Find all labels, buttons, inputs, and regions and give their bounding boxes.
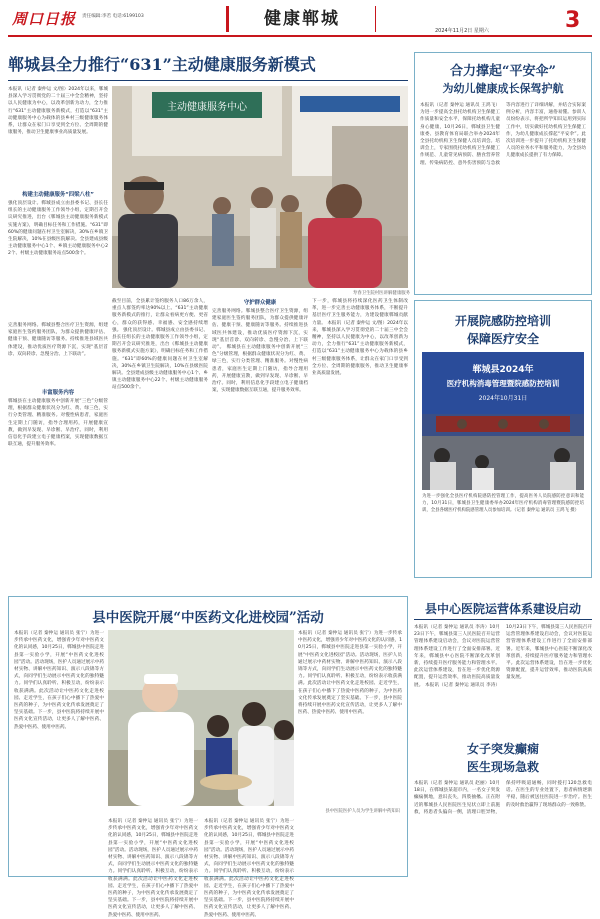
right2-banner-line-2: 医疗机构消毒管理暨院感防控培训 — [446, 379, 560, 388]
main-para-1: 本报讯（记者 秦仲运 文/图）2024年以来，郸城县深入学习贯彻党的二十届三中全会精神，坚持以人民健康为中心，以改革创新为动力，全力推行“631”主动健康服务新模式，打造以“631”主动健康服务中心为载体的县乡村三级健康服务体系，让群众在家门口享受到全方位、全周期的健康服务，推动卫生健康事业高质量发展。 — [8, 87, 108, 136]
main-para-6: 完善服务网络。郸城县整合医疗卫生资源，组建家庭医生签约服务团队，为群众提供健康评估、健康干预、健康随访等服务。持续推进县域医共体建设，推动优质医疗资源下沉，实现“基层首诊、双向转诊、急慢分治、上下联动”。 郸城县在主动健康服务中创新开展“三色”分级管理，根据群众健康状况分为红、黄、绿三色，实行分类管理、精准服务。对慢性病患者，家庭医生定期上门随访，指导合理用药，开展健康宣教，做到早发现、早诊断、早治疗。同时，利用信息化手段建立电子健康档案，实现健康数据互联互通，提升服务效率。 — [212, 309, 309, 394]
main-para-3: 完善服务网络。郸城县整合医疗卫生资源，组建家庭医生签约服务团队，为群众提供健康评估、健康干预、健康随访等服务。持续推进县域医共体建设，推动优质医疗资源下沉，实现“基层首诊、双向转诊、急慢分治、上下联动”。 — [8, 323, 108, 357]
left2-body-1: 本报讯（记者 秦仲运 通讯员 张宁）为进一步传承中医药文化，增强青少年对中医药文化的认同感，10月25日，郸城县中医院走进县第一实验小学，开展“中医药文化进校园”活动。活动现场，医护人员通过展示中药材实物、讲解中医药知识、演示八段锦等方式，向同学们生动展示中医药文化的独特魅力。同学们认真聆听、积极互动，纷纷表示收获满满。此次活动让中医药文化走进校园、走近学生，在孩子们心中播下了热爱中医药的种子，为中医药文化传承发展奠定了坚实基础。下一步，县中医院将持续开展中医药文化宣传活动，让更多人了解中医药、热爱中医药、使用中医药。 — [14, 631, 104, 730]
main-para-2: 强化顶层设计。郸城县成立由县委书记、县长任组长的主动健康服务工作领导小组，定期召开会议研究推进，出台《郸城县主动健康服务新模式实施方案》，明确目标任务和工作措施。“631”即60%的健康问题在村卫生室解决，30%在乡镇卫生院解决，10%在县级医院解决。全县建成县级主动健康服务中心1个、乡镇主动健康服务中心22个、村级主动健康服务站点500余个。 — [8, 201, 108, 257]
main-photo-sign: 主动健康服务中心 — [167, 102, 247, 113]
left2-photo — [108, 630, 294, 806]
main-subhead-3: 守护群众健康 — [243, 300, 277, 306]
main-photo-illustration — [112, 86, 408, 288]
main-para-4: 郸城县在主动健康服务中创新开展“三色”分级管理，根据群众健康状况分为红、黄、绿三色，实行分类管理、精准服务。对慢性病患者，家庭医生定期上门随访，指导合理用药，开展健康宣教，做到早发现、早诊断、早治疗。同时，利用信息化手段建立电子健康档案，实现健康数据互联互通，提升服务效率。 — [8, 399, 108, 448]
section-title-box — [226, 6, 376, 32]
main-title: 郸城县全力推行“631”主动健康服务新模式 — [8, 55, 316, 74]
right4-title-1: 女子突发癫痫 — [466, 742, 539, 756]
right2-banner-date: 2024年10月31日 — [478, 395, 528, 402]
main-photo — [112, 86, 408, 288]
editor-line: 责任编辑:李若 电话:6199103 — [82, 14, 144, 19]
section-title: 健康郸城 — [264, 9, 340, 29]
left2-body-2: 本报讯（记者 秦仲运 通讯员 张宁）为进一步传承中医药文化，增强青少年对中医药文化的认同感，10月25日，郸城县中医院走进县第一实验小学，开展“中医药文化进校园”活动。活动现场，医护人员通过展示中药材实物、讲解中医药知识、演示八段锦等方式，向同学们生动展示中医药文化的独特魅力。同学们认真聆听、积极互动，纷纷表示收获满满。此次活动让中医药文化走进校园、走近学生，在孩子们心中播下了热爱中医药的种子，为中医药文化传承发展奠定了坚实基础。下一步，县中医院将持续开展中医药文化宣传活动，让更多人了解中医药、热爱中医药、使用中医药。 — [108, 819, 198, 918]
right1-title-1: 合力撑起“平安伞” — [450, 64, 556, 79]
right2-title-1: 开展院感防控培训 — [454, 314, 551, 328]
masthead-rule — [8, 35, 592, 37]
left2-title: 县中医院开展“中医药文化进校园”活动 — [92, 610, 324, 626]
page-number: 3 — [565, 8, 581, 33]
main-subhead-1: 构建主动健康服务“四梁八柱” — [22, 192, 94, 198]
right3-body: 本报讯（记者 秦仲运 通讯员 李涛）10月23日下午，郸城县第三人民医院召开运营管理体系建设启动会，会议对医院运营管理体系建设工作进行了全面安排部署。近年来，郸城县中心医院不断深化改革创新，持续提升医疗服务能力和管理水平。此次运营体系建设，旨在进一步优化资源配置，提升运营效率，推动医院高质量发展。 本报讯（记者 秦仲运 通讯员 李涛）10月23日下午，郸城县第三人民医院召开运营管理体系建设启动会，会议对医院运营管理体系建设工作进行了全面安排部署。近年来，郸城县中心医院不断深化改革创新，持续提升医疗服务能力和管理水平。此次运营体系建设，旨在进一步优化资源配置，提升运营效率，推动医院高质量发展。 — [414, 625, 592, 688]
right3-title-rule — [414, 619, 592, 620]
left2-body-4: 本报讯（记者 秦仲运 通讯员 张宁）为进一步传承中医药文化，增强青少年对中医药文化的认同感，10月25日，郸城县中医院走进县第一实验小学，开展“中医药文化进校园”活动。活动现场，医护人员通过展示中药材实物、讲解中医药知识、演示八段锦等方式，向同学们生动展示中医药文化的独特魅力。同学们认真聆听、积极互动，纷纷表示收获满满。此次活动让中医药文化走进校园、走近学生，在孩子们心中播下了热爱中医药的种子，为中医药文化传承发展奠定了坚实基础。下一步，县中医院将持续开展中医药文化宣传活动，让更多人了解中医药、热爱中医药、使用中医药。 — [298, 631, 402, 716]
main-title-rule — [8, 80, 408, 81]
main-para-7: 下一步，郸城县将持续深化医药卫生体制改革，进一步完善主动健康服务体系，不断提升基层医疗卫生服务能力，为建设健康郸城贡献力量。 本报讯（记者 秦仲运 文/图）2024年以来，郸城县深入学习贯彻党的二十届三中全会精神，坚持以人民健康为中心，以改革创新为动力，全力推行“631”主动健康服务新模式，打造以“631”主动健康服务中心为载体的县乡村三级健康服务体系，让群众在家门口享受到全方位、全周期的健康服务，推动卫生健康事业高质量发展。 — [312, 299, 408, 377]
right1-title-2: 为幼儿健康成长保驾护航 — [442, 82, 564, 95]
masthead-logo: 周口日报 — [12, 10, 77, 28]
right2-photo-illustration — [422, 352, 584, 490]
left2-body-3: 本报讯（记者 秦仲运 通讯员 张宁）为进一步传承中医药文化，增强青少年对中医药文化的认同感，10月25日，郸城县中医院走进县第一实验小学，开展“中医药文化进校园”活动。活动现场，医护人员通过展示中药材实物、讲解中医药知识、演示八段锦等方式，向同学们生动展示中医药文化的独特魅力。同学们认真聆听、积极互动，纷纷表示收获满满。此次活动让中医药文化走进校园、走近学生，在孩子们心中播下了热爱中医药的种子，为中医药文化传承发展奠定了坚实基础。下一步，县中医院将持续开展中医药文化宣传活动，让更多人了解中医药、热爱中医药、使用中医药。 — [204, 819, 294, 918]
issue-date: 2024年11月2日 星期六 — [435, 28, 489, 34]
right3-title: 县中心医院运营体系建设启动 — [424, 602, 581, 616]
left2-photo-illustration — [108, 630, 294, 806]
right4-title-2: 医生现场急救 — [466, 760, 539, 774]
main-para-5: 截至目前，全县累计签约服务人口86万余人，重点人群签约率达90%以上。“631”主动健康服务新模式的推行，让群众看病更方便、更省心，群众的获得感、幸福感、安全感持续增强。 强化顶层设计。郸城县成立由县委书记、县长任组长的主动健康服务工作领导小组，定期召开会议研究推进，出台《郸城县主动健康服务新模式实施方案》，明确目标任务和工作措施。“631”即60%的健康问题在村卫生室解决，30%在乡镇卫生院解决，10%在县级医院解决。全县建成县级主动健康服务中心1个、乡镇主动健康服务中心22个、村级主动健康服务站点500余个。 — [112, 299, 208, 391]
right1-body: 本报讯（记者 秦仲运 通讯员 王鸿飞）为进一步提高全县托幼机构卫生保健工作质量和安全水平，保障托幼机构儿童身心健康，10月26日，郸城县卫生健康委、县教育体育局联合举办2024年全县托幼机构卫生保健人员培训会。培训会上，专家围绕托幼机构卫生保健工作规范、儿童常见病预防、膳食营养管理、传染病防控、意外伤害预防与急救等内容进行了详细讲解，并结合实际案例分析，内容丰富，通俗易懂。参训人员纷纷表示，将把所学知识运用到实际工作中，切实做好托幼机构卫生保健工作，为幼儿健康成长撑起“平安伞”。此次培训进一步提升了托幼机构卫生保健人员的业务水平和服务能力，为全县幼儿健康成长提供了有力保障。 — [420, 103, 586, 166]
right2-banner-line-1: 郸城县2024年 — [472, 365, 534, 375]
main-subhead-2: 丰富服务内容 — [41, 390, 75, 396]
right4-body: 本报讯（记者 秦仲运 通讯员 赵丽）10月18日，在郸城县某超市内，一名女子突发癫痫倒地，意识丧失，四肢抽搐。正在附近的郸城县人民医院医生见状立即上前施救，将患者头偏向一侧，清理口腔异物，保持呼吸道通畅，同时拨打120急救电话。在医生的专业处置下，患者病情逐渐平稳，随后被送往医院进一步治疗。医生的及时救治赢得了现场群众的一致称赞。 — [414, 781, 592, 815]
right2-title-2: 保障医疗安全 — [466, 332, 539, 346]
main-photo-caption: 寿春卫生院村医讲解健康服务 — [352, 291, 410, 296]
right2-caption: 为进一步强化全县医疗机构院感防控管理工作，提高医务人员院感防控意识和能力，10月31日，郸城县卫生健康委举办2024年医疗机构消毒管理暨院感防控培训，全县各级医疗机构院感管理人员参加培训。（记者 秦仲运 通讯员 王鸿飞 摄） — [422, 494, 584, 513]
right2-photo — [422, 352, 584, 490]
left2-photo-caption: 县中医院医护人员为学生讲解中药知识 — [325, 809, 400, 814]
